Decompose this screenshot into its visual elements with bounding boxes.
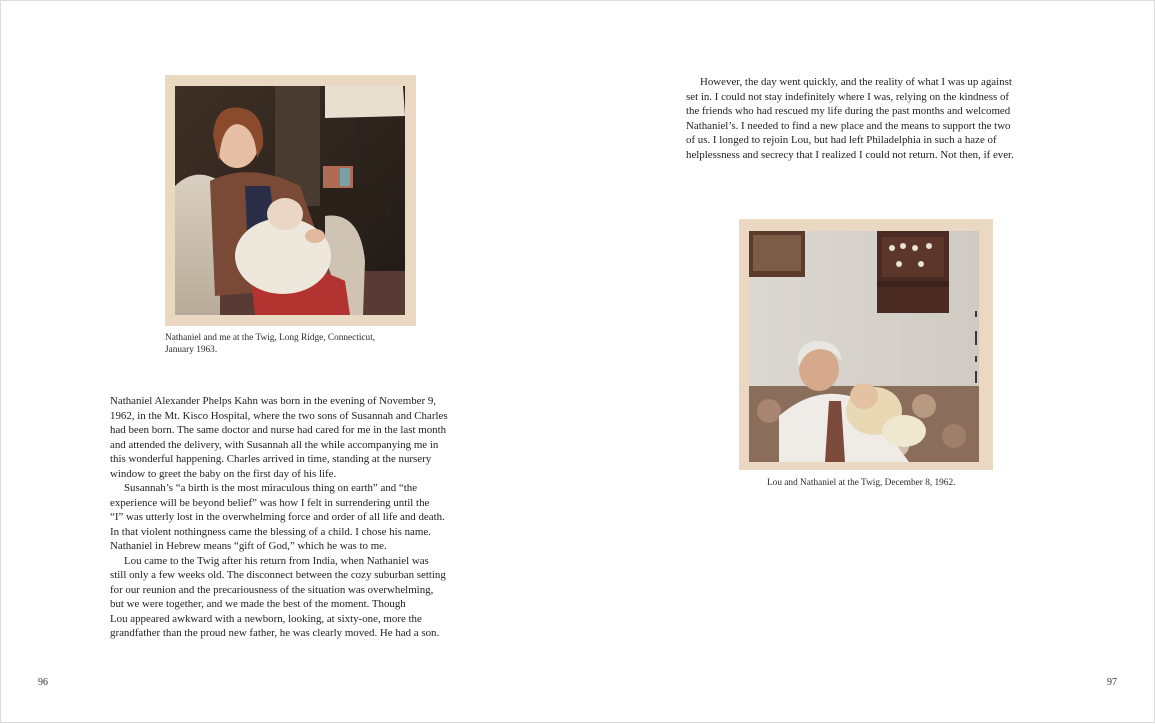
photo-caption-left: Nathaniel and me at the Twig, Long Ridge, Connecticut, January 1963.: [165, 333, 376, 355]
photo-caption-right: Lou and Nathaniel at the Twig, December 8, 1962.: [767, 478, 956, 488]
right-page: [578, 1, 1155, 724]
paragraph-3: Lou came to the Twig after his return from India, when Nathaniel was still only a few weeks old. The disconnect between the cozy suburban setting for our reunion and the precariousness of the situation was overwhelming, but we were together, and we made the best of the moment. Though Lou appeared awkward with a newborn, looking, at sixty-one, more the grandfather than the proud new father, he was clearly moved. He had a son.: [110, 554, 446, 639]
page-number-left: 96: [38, 677, 48, 688]
page-number-right: 97: [1107, 677, 1117, 688]
left-body-text: [110, 394, 480, 641]
paragraph-1: Nathaniel Alexander Phelps Kahn was born in the evening of November 9, 1962, in the Mt. Kisco Hospital, where the two sons of Susannah and Charles had been born. The same doctor and nurse had cared for me in the last month and attended the delivery, with Susannah all the while accompanying me in this wonderful happening. Charles arrived in time, standing at the nursery window to greet the baby on the first day of his life.: [110, 395, 448, 480]
photo-image-father-and-baby: [749, 231, 979, 462]
photo-illustration-father-baby: [749, 231, 979, 462]
photo-mother-and-baby: [165, 75, 416, 326]
paragraph-2: Susannah’s “a birth is the most miraculous thing on earth” and “the experience will be beyond belief” was how I felt in surrendering until the “I” was utterly lost in the overwhelming force and order of all life and death. In that violent nothingness came the blessing of a child. I chose his name. Nathaniel in Hebrew means “gift of God,” which he was to me.: [110, 482, 445, 552]
photo-illustration-mother-baby: [175, 86, 405, 315]
left-page: [1, 1, 578, 724]
right-body-text: [686, 75, 1056, 162]
photo-father-and-baby: [739, 219, 993, 470]
photo-image-mother-and-baby: [175, 86, 405, 315]
paragraph-right: However, the day went quickly, and the reality of what I was up against set in. I could not stay indefinitely where I was, relying on the kindness of the friends who had rescued my life during the past months and welcomed Nathaniel’s. I needed to find a new place and the means to support the two of us. I longed to rejoin Lou, but had left Philadelphia in such a haze of helplessness and secrecy that I realized I could not return. Not then, if ever.: [686, 76, 1014, 161]
